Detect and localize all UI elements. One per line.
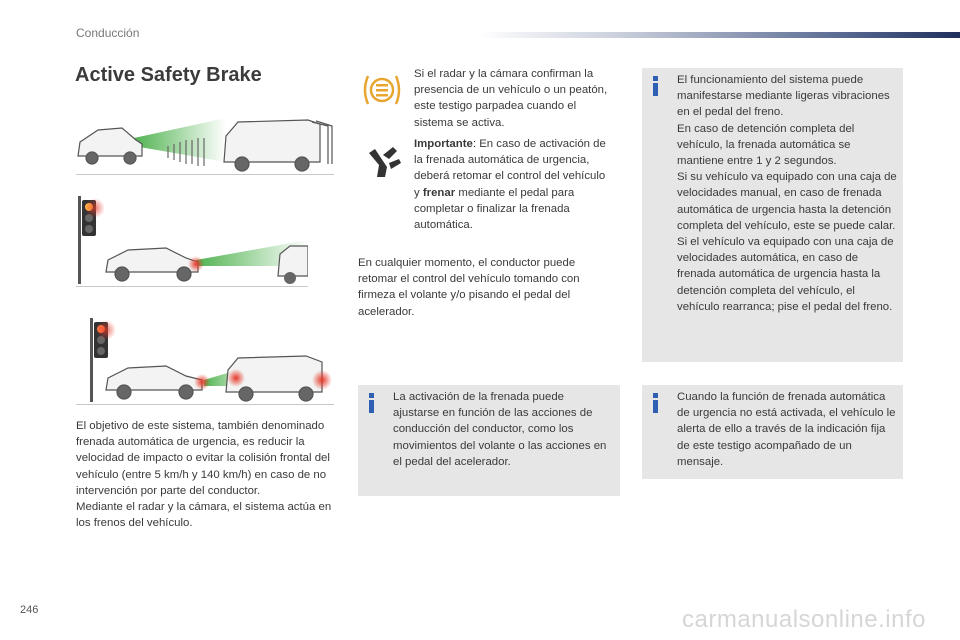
illustration-car-van-impact: [76, 316, 334, 405]
header-gradient-bar: [478, 32, 960, 38]
info-icon: [652, 76, 660, 96]
page-title: Active Safety Brake: [75, 64, 262, 86]
important-bold-word: frenar: [422, 186, 456, 199]
hand-brake-pedal-icon: [363, 143, 403, 183]
operation-paragraph-3: Si su vehículo va equipado con una caja de velocidades manual, en caso de frenada automática de urgencia hasta la detención completa del vehículo, este se puede calar.: [677, 171, 897, 232]
page-number: 246: [20, 604, 39, 616]
info-icon: [368, 393, 376, 413]
operation-paragraph-1: El funcionamiento del sistema puede manifestarse mediante ligeras vibraciones en el pedal del freno.: [677, 74, 890, 119]
section-header: Conducción: [76, 26, 140, 40]
important-text-after: mediante el pedal para completar o finalizar la frenada automática.: [414, 186, 575, 232]
operation-paragraph-4: Si el vehículo va equipado con una caja de velocidades automática, en caso de frenada automática de urgencia hasta la detención completa del vehículo, el vehículo rearranca; pise el pedal del freno.: [677, 236, 894, 313]
illustration-car-following-van: [76, 112, 334, 175]
info-box-adjust-text: La activación de la frenada puede ajustarse en función de las acciones de conducción del conductor, como los movimientos del volante o las acciones en el pedal del acelerador.: [393, 391, 607, 468]
info-box-alert-text: Cuando la función de frenada automática de urgencia no está activada, el vehículo le alerta de ello a través de la indicación fija de este testigo acompañado de un mensaje.: [677, 391, 896, 468]
watermark: carmanualsonline.info: [682, 606, 926, 633]
info-icon: [652, 393, 660, 413]
info-box-operation: [642, 68, 903, 362]
brake-warning-icon: [360, 72, 404, 108]
operation-paragraph-2: En caso de detención completa del vehículo, la frenada automática se mantiene entre 1 y 2 segundos.: [677, 122, 855, 168]
info-box-operation-text: [677, 72, 899, 315]
info-box-alert: [642, 385, 903, 479]
info-box-adjust: [358, 385, 620, 496]
important-text-before: : En caso de activación de la frenada automática de urgencia, deberá retomar el control del vehículo y: [414, 138, 606, 199]
driver-control-text: En cualquier momento, el conductor puede retomar el control del vehículo tomando con firmeza el volante y/o pisando el pedal del acelerador.: [358, 257, 580, 318]
warning-lamp-text: Si el radar y la cámara confirman la presencia de un vehículo o un peatón, este testigo parpadea cuando el sistema se activa.: [414, 68, 608, 129]
illustration-traffic-light-car: [76, 194, 308, 287]
important-text: [414, 136, 614, 233]
important-label: Importante: [414, 138, 473, 150]
intro-paragraph-1: El objetivo de este sistema, también denominado frenada automática de urgencia, es reducir la velocidad de impacto o evitar la colisión frontal del vehículo (entre 5 km/h y 140 km/h) en caso de no intervención por parte del conductor.: [76, 420, 330, 497]
intro-paragraph-2: Mediante el radar y la cámara, el sistema actúa en los frenos del vehículo.: [76, 501, 332, 530]
intro-text: [76, 418, 346, 531]
